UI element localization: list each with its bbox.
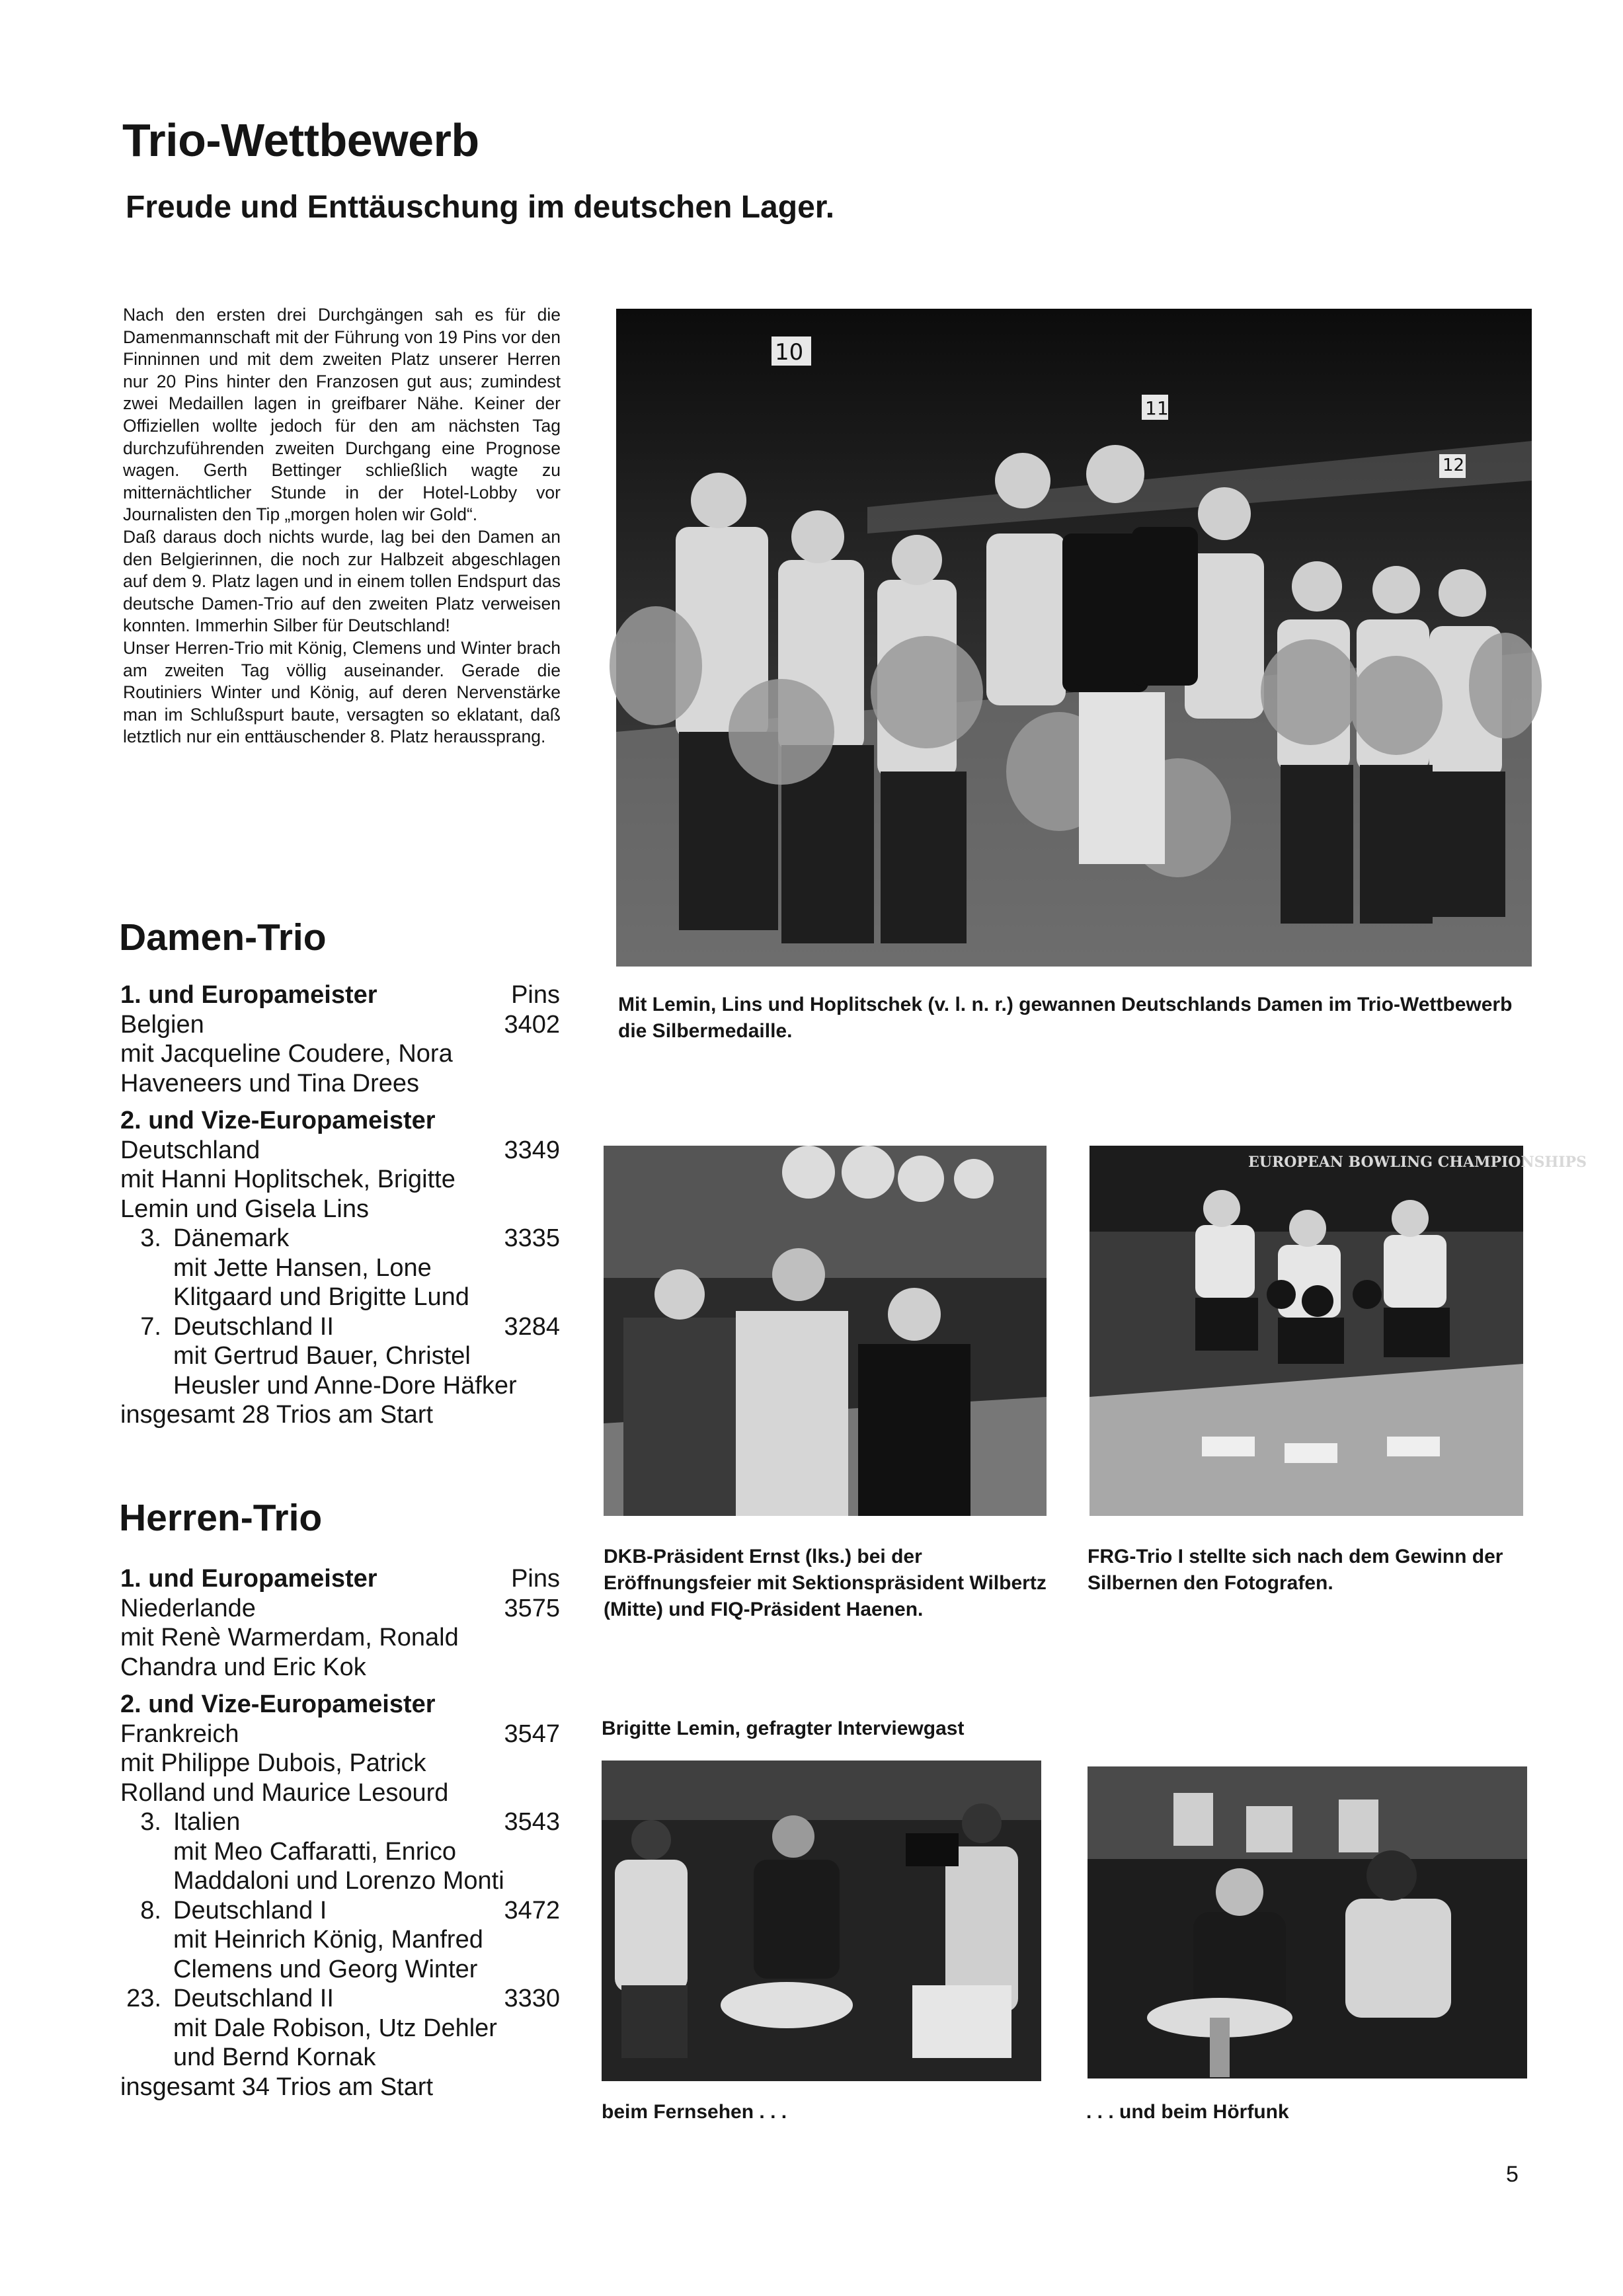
- damen-heading: Damen-Trio: [119, 916, 327, 959]
- result-title: 2. und Vize-Europameister: [120, 1690, 436, 1718]
- result-players: mit Jette Hansen, Lone Klitgaard und Brigitte Lund: [173, 1253, 469, 1311]
- result-country: Deutschland II: [173, 1985, 334, 2012]
- lane-number: 11: [1145, 397, 1169, 419]
- result-country: Niederlande: [120, 1594, 256, 1622]
- page-number: 5: [1506, 2162, 1519, 2187]
- result-players: mit Renè Warmerdam, Ronald Chandra und Eric Kok: [120, 1624, 459, 1681]
- result-country: Belgien: [120, 1010, 204, 1039]
- photo-womens-trio-ceremony: [616, 309, 1532, 967]
- page-subtitle: Freude und Enttäuschung im deutschen Lager.: [126, 190, 835, 225]
- result-pins: 3335: [504, 1224, 560, 1252]
- result-pins: 3349: [504, 1136, 560, 1164]
- banner-text: EUROPEAN BOWLING CHAMPIONSHIPS: [1248, 1154, 1587, 1171]
- result-players: mit Hanni Hoplitschek, Brigitte Lemin und Gisela Lins: [120, 1166, 455, 1223]
- result-pins: 3547: [504, 1720, 560, 1748]
- result-title: 2. und Vize-Europameister: [120, 1107, 436, 1134]
- result-country: Italien: [173, 1808, 241, 1836]
- result-players: mit Meo Caffaratti, Enrico Maddaloni und Lorenzo Monti: [173, 1837, 504, 1895]
- caption-frg-trio: FRG-Trio I stellte sich nach dem Gewinn der Silbernen den Fotografen.: [1088, 1546, 1503, 1594]
- result-pins: 3330: [504, 1985, 560, 2012]
- pins-label: Pins: [511, 981, 560, 1009]
- photo-radio-interview: [1088, 1766, 1527, 2078]
- caption-officials: DKB-Präsident Ernst (lks.) bei der Eröffnungsfeier mit Sektionspräsident Wilbertz (Mitte) und FIQ-Präsident Haenen.: [604, 1546, 1047, 1620]
- caption-main-photo: Mit Lemin, Lins und Hoplitschek (v. l. n. r.) gewannen Deutschlands Damen im Trio-Wettbewerb die Silbermedaille.: [618, 994, 1513, 1042]
- herren-result-1: [120, 1564, 560, 1682]
- damen-result-2: [120, 1106, 560, 1224]
- photo-officials-opening: [604, 1146, 1047, 1516]
- result-pins: 3472: [504, 1896, 560, 1924]
- result-pins: 3284: [504, 1312, 560, 1341]
- lane-number: 12: [1443, 455, 1465, 475]
- result-rank: 3.: [140, 1808, 161, 1836]
- result-players: mit Heinrich König, Manfred Clemens und Georg Winter: [173, 1926, 483, 1983]
- herren-result-3: [120, 1807, 560, 1896]
- result-players: mit Jacqueline Coudere, Nora Haveneers und Tina Drees: [120, 1040, 453, 1097]
- interview-heading: Brigitte Lemin, gefragter Interviewgast: [602, 1718, 965, 1739]
- result-country: Deutschland: [120, 1136, 260, 1164]
- page-title: Trio-Wettbewerb: [122, 114, 479, 166]
- intro-paragraph: Unser Herren-Trio mit König, Clemens und Winter brach am zweiten Tag völlig auseinander. Gerade die Routiniers Winter und König, auf deren Nervenstärke man im Schlußspurt baute, versagten so eklatant, daß letztlich nur ein enttäuschender 8. Platz heraussprang.: [123, 637, 561, 747]
- result-rank: 8.: [140, 1896, 161, 1924]
- intro-text: [123, 304, 561, 748]
- herren-result-23: [120, 1984, 560, 2073]
- result-title: 1. und Europameister: [120, 1565, 377, 1593]
- damen-result-7: [120, 1312, 560, 1401]
- result-country: Dänemark: [173, 1224, 290, 1252]
- result-players: mit Philippe Dubois, Patrick Rolland und Maurice Lesourd: [120, 1749, 449, 1807]
- photo-tv-interview: [602, 1761, 1041, 2081]
- result-players: mit Gertrud Bauer, Christel Heusler und Anne-Dore Häfker: [173, 1342, 517, 1400]
- result-pins: 3543: [504, 1808, 560, 1836]
- result-rank: 7.: [140, 1312, 161, 1341]
- caption-radio: . . . und beim Hörfunk: [1086, 2101, 1289, 2123]
- damen-result-1: [120, 980, 560, 1098]
- intro-paragraph: Nach den ersten drei Durchgängen sah es für die Damenmannschaft mit der Führung von 19 Pins vor den Finninnen und mit dem zweiten Platz unserer Herren nur 20 Pins hinter den Franzosen gut aus; zumindest zwei Medaillen lagen in greifbarer Nähe. Keiner der Offiziellen wollte jedoch für den am nächsten Tag durchzuführenden zweiten Durchgang eine Prognose wagen. Gerth Bettinger schließlich wagte zu mitternächtlicher Stunde in der Hotel-Lobby vor Journalisten den Tip „morgen holen wir Gold“.: [123, 305, 561, 525]
- herren-result-2: [120, 1690, 560, 1807]
- damen-result-3: [120, 1224, 560, 1312]
- result-players: mit Dale Robison, Utz Dehler und Bernd Kornak: [173, 2014, 497, 2071]
- caption-tv: beim Fernsehen . . .: [602, 2101, 787, 2123]
- intro-paragraph: Daß daraus doch nichts wurde, lag bei den Damen an den Belgierinnen, die noch zur Halbzeit abgeschlagen auf dem 9. Platz lagen und in einem tollen Endspurt das deutsche Damen-Trio auf den zweiten Platz verweisen konnten. Immerhin Silber für Deutschland!: [123, 526, 561, 636]
- result-pins: 3402: [504, 1010, 560, 1039]
- result-country: Deutschland II: [173, 1312, 334, 1341]
- result-rank: 3.: [140, 1224, 161, 1252]
- damen-results: [120, 980, 560, 1430]
- herren-result-8: [120, 1896, 560, 1985]
- result-title: 1. und Europameister: [120, 981, 377, 1009]
- herren-heading: Herren-Trio: [119, 1497, 323, 1539]
- herren-results: [120, 1564, 560, 2102]
- damen-total: insgesamt 28 Trios am Start: [120, 1401, 434, 1429]
- herren-total: insgesamt 34 Trios am Start: [120, 2073, 434, 2101]
- pins-label: Pins: [511, 1565, 560, 1593]
- lane-number: 10: [775, 339, 804, 366]
- result-rank: 23.: [126, 1985, 161, 2012]
- photo-frg-trio: [1089, 1146, 1587, 1516]
- result-country: Frankreich: [120, 1720, 239, 1748]
- result-pins: 3575: [504, 1594, 560, 1622]
- result-country: Deutschland I: [173, 1896, 327, 1924]
